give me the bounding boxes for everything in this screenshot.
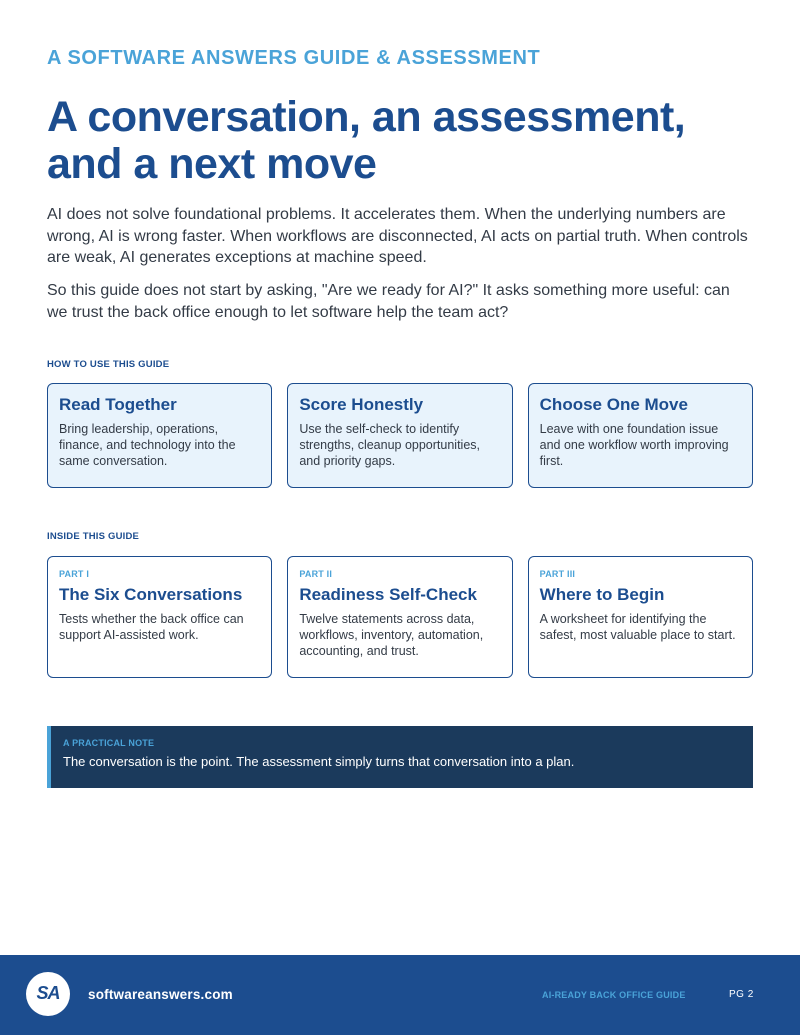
card-part-2 (287, 556, 512, 678)
card-title: Where to Begin (539, 585, 665, 604)
brand-logo (26, 972, 70, 1016)
website-link[interactable]: softwareanswers.com (88, 987, 233, 1002)
card-body: Twelve statements across data, workflows, inventory, automation, accounting, and trust. (299, 612, 484, 658)
intro-paragraph-1: AI does not solve foundational problems. It accelerates them. When the underlying numbers are wrong, AI is wrong faster. When workflows are disconnected, AI acts on partial truth. When controls are weak, AI generates exceptions at machine speed. (47, 206, 748, 266)
inside-guide-label: INSIDE THIS GUIDE (47, 531, 140, 542)
card-title: Read Together (59, 395, 177, 414)
page-title: A conversation, an assessment, and a next move (47, 93, 686, 188)
card-body: A worksheet for identifying the safest, most valuable place to start. (539, 612, 736, 642)
card-choose-one-move (528, 383, 753, 488)
card-part-label: PART I (59, 569, 90, 579)
page-eyebrow: A SOFTWARE ANSWERS GUIDE & ASSESSMENT (47, 47, 541, 69)
card-title: Choose One Move (539, 395, 688, 414)
card-body: Bring leadership, operations, finance, and technology into the same conversation. (59, 422, 236, 468)
card-score-honestly (287, 383, 512, 488)
card-read-together (47, 383, 272, 488)
logo-text: SA (36, 983, 60, 1003)
card-title: Readiness Self-Check (299, 585, 477, 604)
card-title: The Six Conversations (59, 585, 243, 604)
card-body: Use the self-check to identify strengths, cleanup opportunities, and priority gaps. (299, 422, 480, 468)
card-part-label: PART II (299, 569, 333, 579)
intro-paragraph-2: So this guide does not start by asking, "Are we ready for AI?" It asks something more useful: can we trust the back office enough to let software help the team act? (47, 282, 730, 321)
card-title: Score Honestly (299, 395, 424, 414)
note-label: A PRACTICAL NOTE (63, 738, 155, 748)
card-part-3 (528, 556, 753, 678)
practical-note (47, 726, 753, 788)
card-body: Leave with one foundation issue and one workflow worth improving first. (539, 422, 729, 468)
guide-name: AI-READY BACK OFFICE GUIDE (542, 990, 686, 1000)
page-footer (0, 955, 800, 1035)
page-number: PG 2 (729, 989, 754, 1000)
card-body: Tests whether the back office can support AI-assisted work. (59, 612, 244, 642)
inside-guide-cards (47, 556, 753, 678)
how-to-use-label: HOW TO USE THIS GUIDE (47, 359, 170, 370)
note-text: The conversation is the point. The assessment simply turns that conversation into a plan. (63, 754, 575, 769)
how-to-use-cards (47, 383, 753, 488)
card-part-label: PART III (539, 569, 576, 579)
card-part-1 (47, 556, 272, 678)
